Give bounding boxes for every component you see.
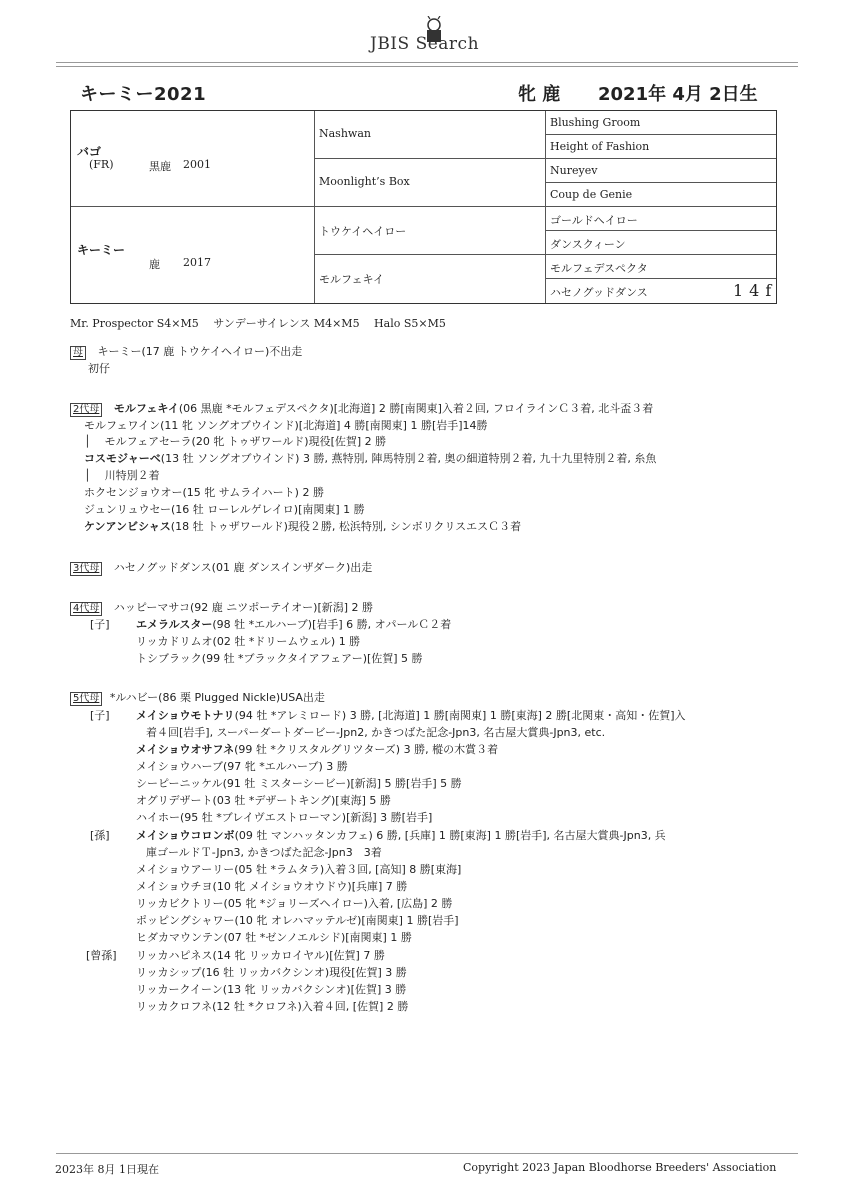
pedigree-g3: ハセノグッドダンス bbox=[550, 286, 648, 299]
list-item: 着４回[岩手], スーパーダートダービー-Jpn2, かきつばた記念-Jpn3, 名古屋大賞典-Jpn3, etc. bbox=[146, 726, 606, 739]
footer-divider bbox=[56, 1153, 798, 1154]
dam-year: 2017 bbox=[183, 256, 211, 269]
list-item: ジュンリュウセー(16 牡 ローレルゲレイロ)[南関東] 1 勝 bbox=[84, 503, 365, 516]
header-divider-2 bbox=[56, 66, 798, 67]
sire-color: 黒鹿 bbox=[149, 160, 171, 173]
list-item: │ モルフェアセーラ(20 牝 トゥザワールド)現役[佐賀] 2 勝 bbox=[84, 435, 387, 448]
list-item: │ 川特別２着 bbox=[84, 469, 160, 482]
dam-name: キーミー bbox=[77, 243, 126, 257]
list-item: モルフェワイン(11 牝 ソングオブウインド)[北海道] 4 勝[南関東] 1 勝[岩手]14勝 bbox=[84, 419, 488, 432]
list-item: メイショウチヨ(10 牝 メイショウオウドウ)[兵庫] 7 勝 bbox=[136, 880, 408, 893]
list-item: リッカクロフネ(12 牡 *クロフネ)入着４回, [佐賀] 2 勝 bbox=[136, 1000, 409, 1013]
header-divider bbox=[56, 62, 798, 63]
list-item: シーピーニッケル(91 牡 ミスターシービー)[新潟] 5 勝[岩手] 5 勝 bbox=[136, 777, 462, 790]
child-label: [子] bbox=[90, 618, 110, 631]
list-item: メイショウアーリー(05 牡 *ラムタラ)入着３回, [高知] 8 勝[東海] bbox=[136, 863, 462, 876]
footer-date: 2023年 8月 1日現在 bbox=[55, 1163, 159, 1176]
list-item: ホクセンジョウオー(15 牝 サムライハート) 2 勝 bbox=[84, 486, 324, 499]
list-item: エメラルスター(98 牡 *エルハーブ)[岩手] 6 勝, オパールＣ２着 bbox=[136, 618, 452, 631]
logo-text: JBIS Search bbox=[370, 34, 480, 54]
g2-tag: 2代母 bbox=[70, 403, 102, 417]
pedigree-g3: Blushing Groom bbox=[550, 116, 641, 129]
grand-label: [孫] bbox=[90, 829, 110, 842]
g4-header bbox=[70, 600, 373, 616]
list-item: メイショウコロンボ(09 牡 マンハッタンカフェ) 6 勝, [兵庫] 1 勝[東海] 1 勝[岩手], 名古屋大賞典-Jpn3, 兵 bbox=[136, 829, 666, 842]
dam-tag: 母 bbox=[70, 346, 86, 360]
list-item: オグリデザート(03 牡 *デザートキング)[東海] 5 勝 bbox=[136, 794, 391, 807]
horse-sex-color: 牝 鹿 bbox=[518, 84, 561, 105]
pedigree-g2: Moonlight’s Box bbox=[319, 175, 410, 188]
list-item: 庫ゴールドＴ-Jpn3, かきつばた記念-Jpn3 3着 bbox=[146, 846, 382, 859]
child-label: [子] bbox=[90, 709, 110, 722]
list-item: リッカシップ(16 牡 リッカバクシンオ)現役[佐賀] 3 勝 bbox=[136, 966, 407, 979]
pedigree-g2: トウケイヘイロー bbox=[319, 225, 407, 238]
horse-name: キーミー2021 bbox=[80, 84, 207, 105]
g5-tag: 5代母 bbox=[70, 692, 102, 706]
list-item: トシブラック(99 牡 *ブラックタイアフェアー)[佐賀] 5 勝 bbox=[136, 652, 423, 665]
pedigree-g3: ダンスクィーン bbox=[550, 238, 626, 251]
pedigree-g3: Nureyev bbox=[550, 164, 598, 177]
g2-rest: (06 黒鹿 *モルフェデスペクタ)[北海道] 2 勝[南関東]入着２回, フロイラインＣ３着, 北斗盃３着 bbox=[178, 402, 654, 415]
sire-origin: (FR) bbox=[89, 158, 114, 171]
list-item: メイショウオサフネ(99 牡 *クリスタルグリツターズ) 3 勝, 樅の木賞３着 bbox=[136, 743, 499, 756]
pedigree-g3: モルフェデスペクタ bbox=[550, 262, 648, 275]
inbreeding-line: Mr. Prospector S4×M5 サンデーサイレンス M4×M5 Halo S5×M5 bbox=[70, 317, 446, 330]
g2-name: モルフェキイ bbox=[113, 402, 179, 415]
pedigree-g2: Nashwan bbox=[319, 127, 371, 140]
g3-tag: 3代母 bbox=[70, 562, 102, 576]
jbis-logo bbox=[360, 10, 500, 60]
g4-line: ハッピーマサコ(92 鹿 ニツポーテイオー)[新潟] 2 勝 bbox=[113, 601, 374, 614]
list-item: ハイホー(95 牡 *ブレイヴエストローマン)[新潟] 3 勝[岩手] bbox=[136, 811, 433, 824]
list-item: リッカハピネス(14 牝 リッカロイヤル)[佐賀] 7 勝 bbox=[136, 949, 385, 962]
g2-header bbox=[70, 401, 653, 417]
g5-header bbox=[70, 690, 325, 706]
list-item: ケンアンビシャス(18 牡 トゥザワールド)現役２勝, 松浜特別, シンボリクリスエスＣ３着 bbox=[84, 520, 522, 533]
sire-name: バゴ bbox=[77, 145, 102, 159]
great-label: [曾孫] bbox=[86, 949, 117, 962]
list-item: ポッピングシャワー(10 牝 オレハマッテルゼ)[南関東] 1 勝[岩手] bbox=[136, 914, 459, 927]
dam-color: 鹿 bbox=[149, 258, 160, 271]
footer-copyright: Copyright 2023 Japan Bloodhorse Breeders' Association bbox=[463, 1161, 777, 1174]
pedigree-g2: モルフェキイ bbox=[319, 273, 385, 286]
list-item: リッカビクトリー(05 牝 *ジョリーズヘイロー)入着, [広島] 2 勝 bbox=[136, 897, 453, 910]
g4-tag: 4代母 bbox=[70, 602, 102, 616]
pedigree-g3: Height of Fashion bbox=[550, 140, 650, 153]
pedigree-g3: Coup de Genie bbox=[550, 188, 633, 201]
list-item: メイショウハーブ(97 牝 *エルハーブ) 3 勝 bbox=[136, 760, 348, 773]
sire-year: 2001 bbox=[183, 158, 211, 171]
g3-line: ハセノグッドダンス(01 鹿 ダンスインザダーク)出走 bbox=[113, 561, 373, 574]
pedigree-table bbox=[70, 110, 777, 304]
horse-birthdate: 2021年 4月 2日生 bbox=[598, 84, 758, 105]
dam-sub: 初仔 bbox=[88, 362, 110, 375]
g5-line: *ルハビー(86 栗 Plugged Nickle)USA出走 bbox=[109, 691, 325, 704]
g3-header bbox=[70, 560, 372, 576]
list-item: リッカークイーン(13 牝 リッカバクシンオ)[佐賀] 3 勝 bbox=[136, 983, 407, 996]
list-item: ヒダカマウンテン(07 牡 *ゼンノエルシド)[南関東] 1 勝 bbox=[136, 931, 412, 944]
dam-line: キーミー(17 鹿 トウケイヘイロー)不出走 bbox=[97, 345, 303, 358]
dam-section bbox=[70, 344, 302, 360]
list-item: メイショウモトナリ(94 牡 *アレミロード) 3 勝, [北海道] 1 勝[南関東] 1 勝[東海] 2 勝[北関東・高知・佐賀]入 bbox=[136, 709, 686, 722]
list-item: コスモジャーベ(13 牡 ソングオブウインド) 3 勝, 燕特別, 陣馬特別２着, 奥の細道特別２着, 九十九里特別２着, 糸魚 bbox=[84, 452, 657, 465]
list-item: リッカドリムオ(02 牡 *ドリームウェル) 1 勝 bbox=[136, 635, 361, 648]
family-number: 14f bbox=[733, 281, 778, 300]
pedigree-g3: ゴールドヘイロー bbox=[550, 214, 638, 227]
